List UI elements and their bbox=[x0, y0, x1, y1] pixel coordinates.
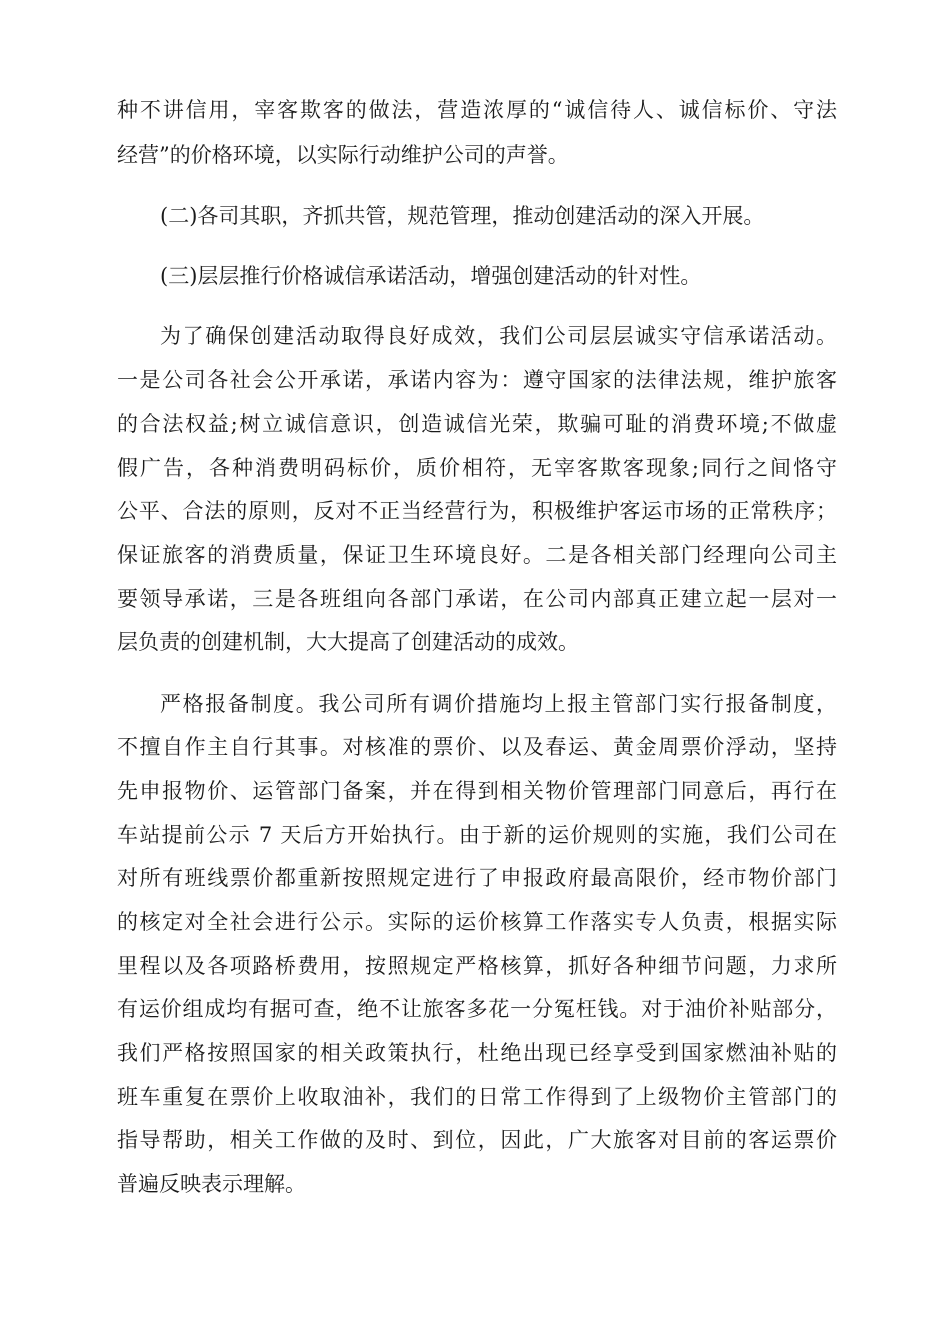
text-line: 先申报物价、运管部门备案，并在得到相关物价管理部门同意后，再行在 bbox=[117, 779, 837, 803]
text-line: 公平、合法的原则，反对不正当经营行为，积极维护客运市场的正常秩序； bbox=[117, 499, 837, 523]
text-line: 要领导承诺，三是各班组向各部门承诺，在公司内部真正建立起一层对一 bbox=[117, 587, 837, 611]
text-line: 的核定对全社会进行公示。实际的运价核算工作落实专人负责，根据实际 bbox=[117, 910, 837, 934]
text-line: (三)层层推行价格诚信承诺活动，增强创建活动的针对性。 bbox=[160, 264, 702, 288]
text-line: 假广告，各种消费明码标价，质价相符，无宰客欺客现象;同行之间恪守 bbox=[117, 456, 837, 480]
text-line: 为了确保创建活动取得良好成效，我们公司层层诚实守信承诺活动。 bbox=[160, 324, 837, 348]
text-line: 不擅自作主自行其事。对核准的票价、以及春运、黄金周票价浮动，坚持 bbox=[117, 735, 837, 759]
text-line: 普遍反映表示理解。 bbox=[117, 1172, 306, 1196]
text-line: (二)各司其职，齐抓共管，规范管理，推动创建活动的深入开展。 bbox=[160, 204, 765, 228]
text-line: 车站提前公示 7 天后方开始执行。由于新的运价规则的实施，我们公司在 bbox=[117, 823, 837, 847]
text-line: 对所有班线票价都重新按照规定进行了申报政府最高限价，经市物价部门 bbox=[117, 866, 837, 890]
text-line: 里程以及各项路桥费用，按照规定严格核算，抓好各种细节问题，力求所 bbox=[117, 954, 837, 978]
text-line: 种不讲信用，宰客欺客的做法，营造浓厚的“诚信待人、诚信标价、守法 bbox=[117, 98, 837, 122]
text-line: 我们严格按照国家的相关政策执行，杜绝出现已经享受到国家燃油补贴的 bbox=[117, 1041, 837, 1065]
text-line: 有运价组成均有据可查，绝不让旅客多花一分冤枉钱。对于油价补贴部分， bbox=[117, 997, 837, 1021]
text-line: 层负责的创建机制，大大提高了创建活动的成效。 bbox=[117, 630, 579, 654]
text-line: 班车重复在票价上收取油补，我们的日常工作得到了上级物价主管部门的 bbox=[117, 1085, 837, 1109]
text-line: 一是公司各社会公开承诺，承诺内容为：遵守国家的法律法规，维护旅客 bbox=[117, 368, 837, 392]
text-line: 保证旅客的消费质量，保证卫生环境良好。二是各相关部门经理向公司主 bbox=[117, 543, 837, 567]
text-line: 指导帮助，相关工作做的及时、到位，因此，广大旅客对目前的客运票价 bbox=[117, 1128, 837, 1152]
text-line: 经营”的价格环境，以实际行动维护公司的声誉。 bbox=[117, 143, 569, 167]
text-line: 严格报备制度。我公司所有调价措施均上报主管部门实行报备制度， bbox=[160, 692, 837, 716]
text-line: 的合法权益;树立诚信意识，创造诚信光荣，欺骗可耻的消费环境;不做虚 bbox=[117, 412, 837, 436]
